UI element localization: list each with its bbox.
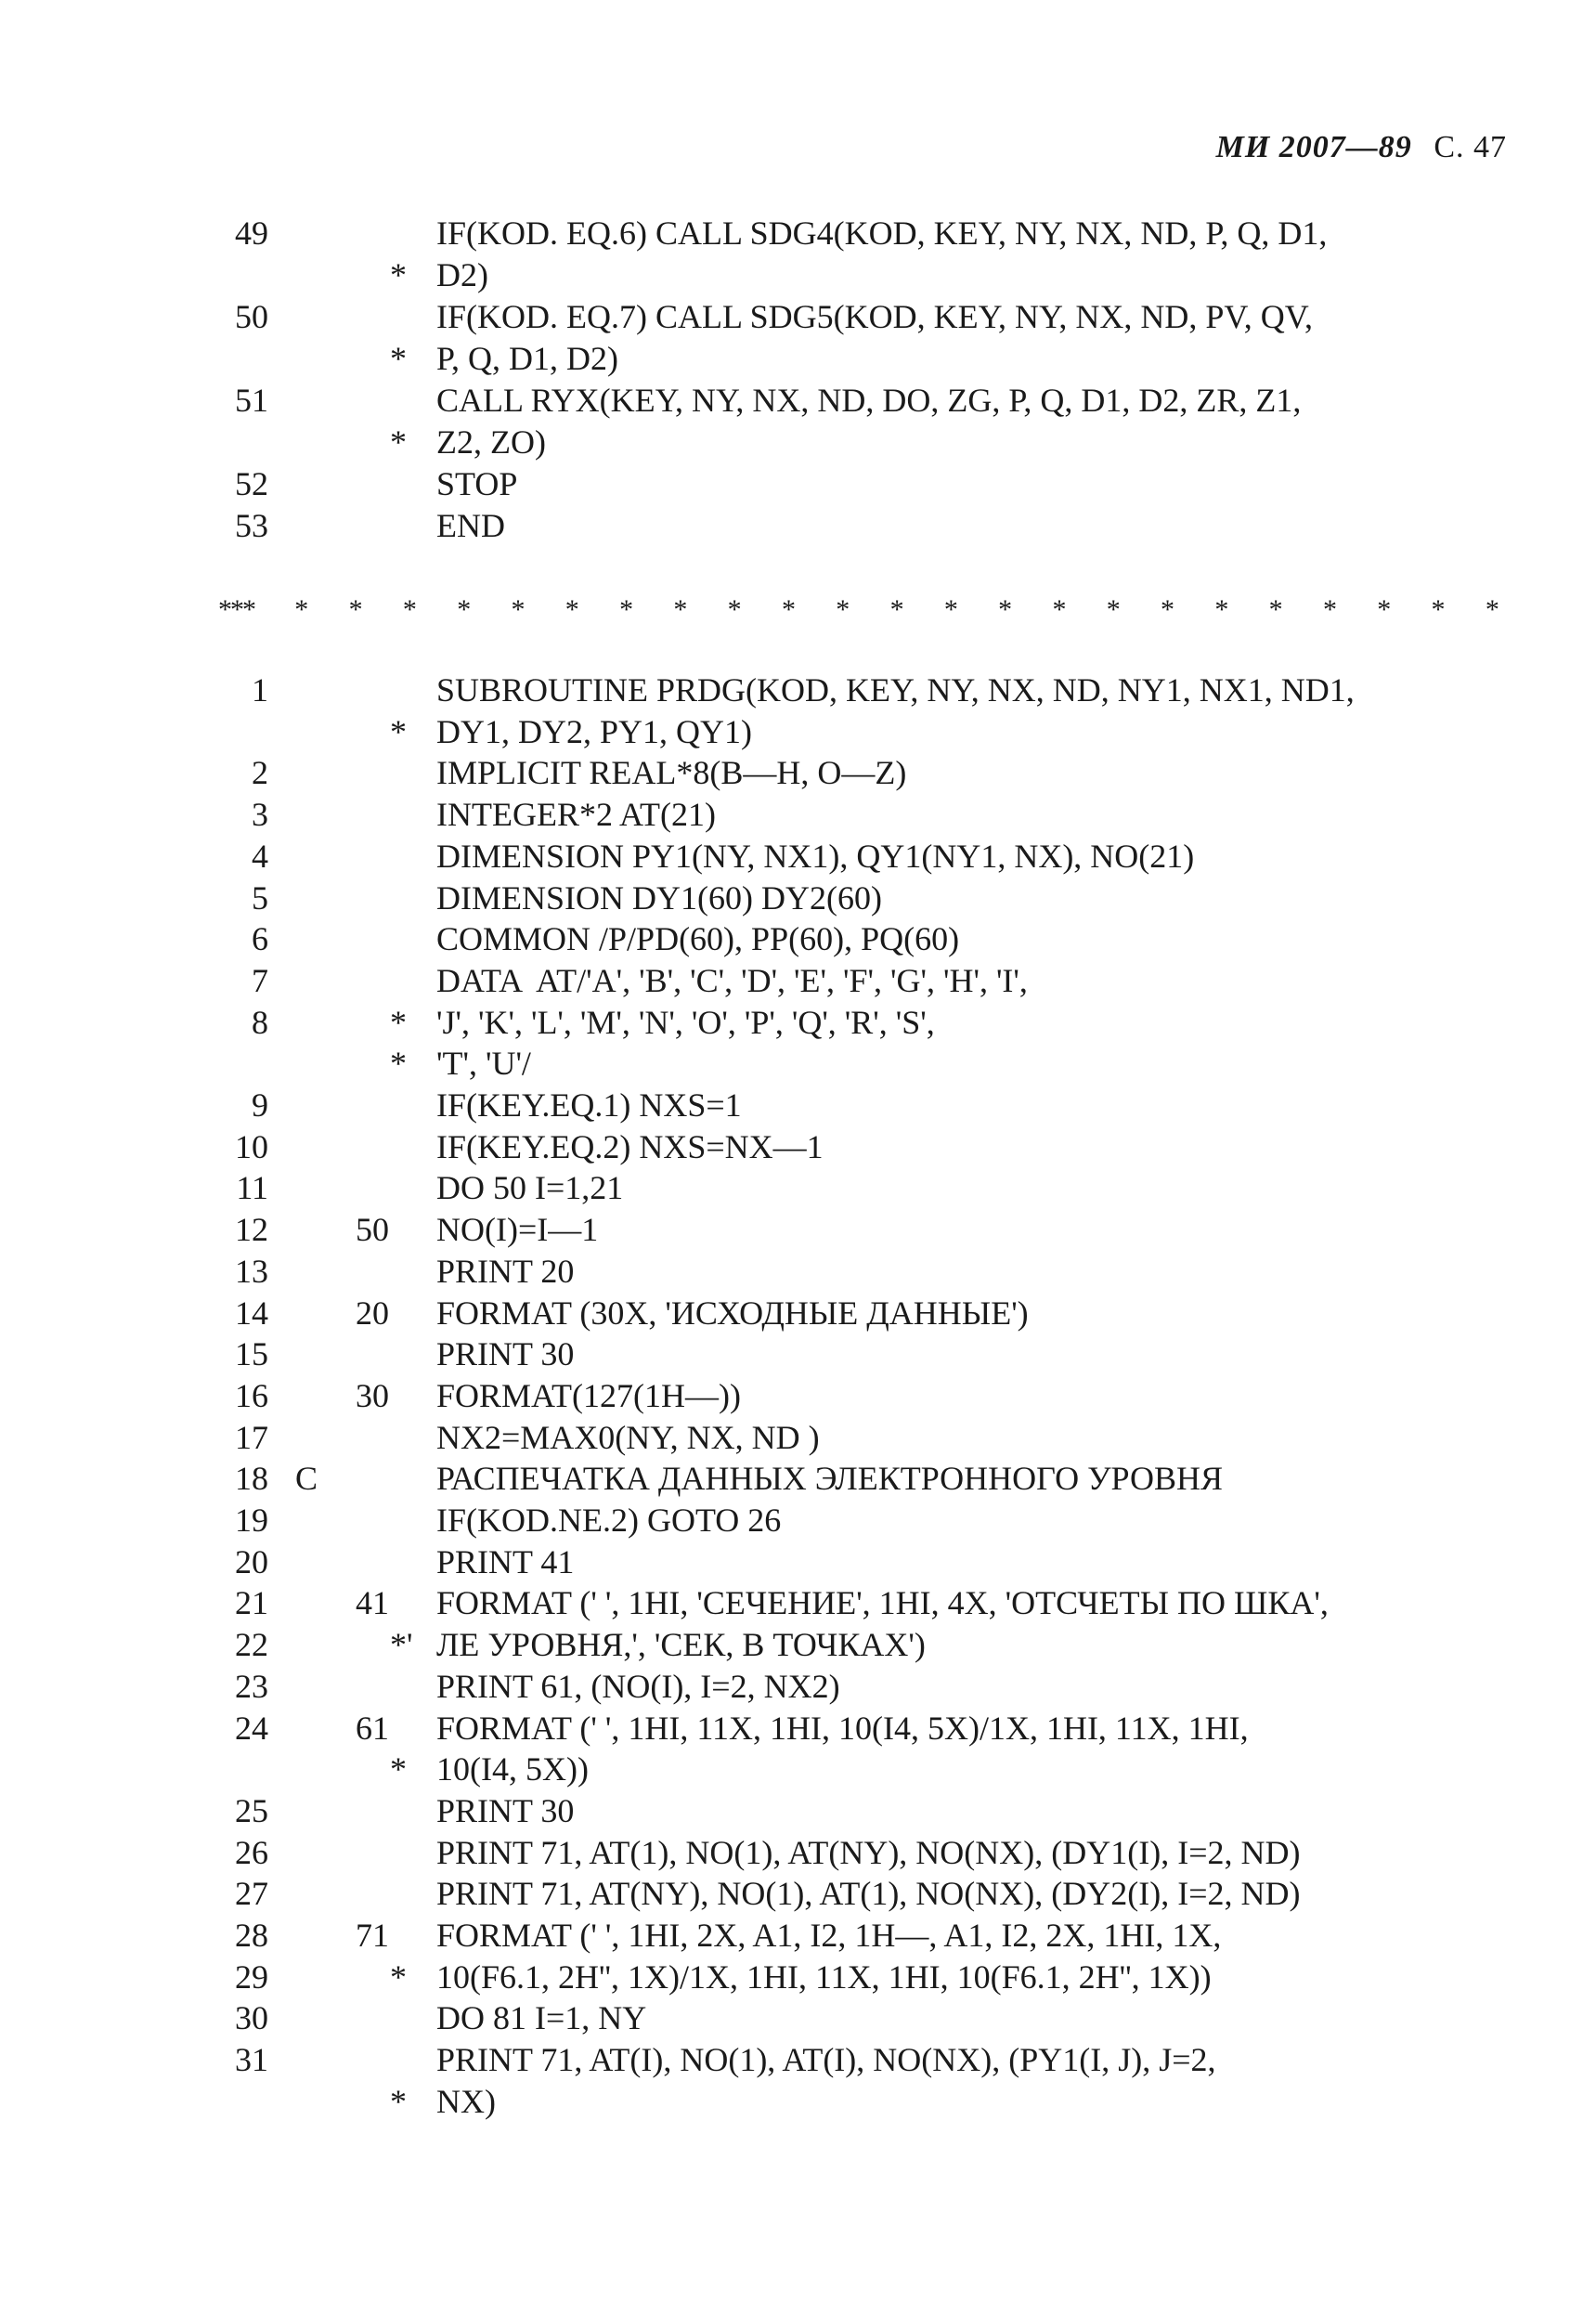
line-number: 8 xyxy=(252,1003,268,1041)
code-text: 10(F6.1, 2H'', 1X)/1X, 1HI, 11X, 1HI, 10(F6.1, 2H'', 1X)) xyxy=(436,1957,1212,1996)
separator-star: * xyxy=(1377,594,1392,625)
line-number: 31 xyxy=(235,2041,268,2079)
code-line xyxy=(0,337,1596,380)
code-text: END xyxy=(436,507,505,544)
code-text: IMPLICIT REAL*8(B—H, O—Z) xyxy=(436,754,907,792)
document-code: МИ 2007—89 xyxy=(1215,130,1412,164)
code-text: PRINT 30 xyxy=(436,1335,575,1373)
continuation-marker: * xyxy=(390,423,407,461)
code-text: DIMENSION DY1(60) DY2(60) xyxy=(436,878,882,917)
continuation-marker: * xyxy=(390,712,407,750)
code-text: PRINT 71, AT(NY), NO(1), AT(1), NO(NX), (DY2(I), I=2, ND) xyxy=(436,1875,1301,1913)
code-line xyxy=(0,710,1596,753)
code-text: IF(KOD. EQ.6) CALL SDG4(KOD, KEY, NY, NX, ND, P, Q, D1, xyxy=(436,215,1328,252)
code-text: FORMAT(127(1H—)) xyxy=(436,1376,741,1414)
code-text: FORMAT (' ', 1HI, 'СЕЧЕНИЕ', 1HI, 4X, 'ОТСЧЕТЫ ПО ШКА', xyxy=(436,1584,1329,1622)
line-number: 11 xyxy=(236,1169,268,1207)
code-text: FORMAT (' ', 1HI, 11X, 1HI, 10(I4, 5X)/1X, 1HI, 11X, 1HI, xyxy=(436,1709,1249,1747)
code-line xyxy=(0,1665,1596,1708)
code-line xyxy=(0,1125,1596,1168)
code-text: РАСПЕЧАТКА ДАННЫХ ЭЛЕКТРОННОГО УРОВНЯ xyxy=(436,1460,1224,1498)
separator-stars xyxy=(218,594,1499,626)
line-number: 17 xyxy=(235,1418,268,1456)
code-text: NO(I)=I—1 xyxy=(436,1211,599,1249)
separator-lead: *** xyxy=(218,594,254,625)
separator-star: * xyxy=(294,594,309,625)
code-text: FORMAT (' ', 1HI, 2X, A1, I2, 1H—, A1, I2, 2X, 1HI, 1X, xyxy=(436,1917,1222,1954)
code-text: DY1, DY2, PY1, QY1) xyxy=(436,712,752,750)
line-number: 1 xyxy=(252,671,268,709)
continuation-marker: * xyxy=(390,340,407,377)
code-text: P, Q, D1, D2) xyxy=(436,340,619,377)
line-number: 18 xyxy=(235,1460,268,1498)
line-number: 13 xyxy=(235,1252,268,1290)
line-number: 14 xyxy=(235,1294,268,1332)
code-text: 10(I4, 5X)) xyxy=(436,1750,589,1788)
code-line xyxy=(0,1001,1596,1044)
separator-star: * xyxy=(727,594,742,625)
code-line xyxy=(0,504,1596,547)
code-text: IF(KEY.EQ.2) NXS=NX—1 xyxy=(436,1127,824,1165)
code-line xyxy=(0,751,1596,794)
separator-star: * xyxy=(457,594,472,625)
separator-star: * xyxy=(1161,594,1175,625)
line-number: 23 xyxy=(235,1667,268,1705)
code-line xyxy=(0,1956,1596,1998)
code-text: DO 81 I=1, NY xyxy=(436,1999,647,2037)
separator-star: * xyxy=(836,594,850,625)
line-number: 3 xyxy=(252,796,268,834)
code-text: PRINT 71, AT(I), NO(1), AT(I), NO(NX), (PY1(I, J), J=2, xyxy=(436,2041,1216,2079)
separator-star: * xyxy=(511,594,526,625)
code-text: INTEGER*2 AT(21) xyxy=(436,796,716,834)
line-number: 7 xyxy=(252,961,268,999)
line-number: 22 xyxy=(235,1626,268,1664)
continuation-marker: * xyxy=(390,1045,407,1083)
code-line xyxy=(0,1996,1596,2039)
line-number: 21 xyxy=(235,1584,268,1622)
line-number: 19 xyxy=(235,1502,268,1539)
code-line xyxy=(0,254,1596,296)
code-text: IF(KOD.NE.2) GOTO 26 xyxy=(436,1502,782,1539)
line-number: 4 xyxy=(252,837,268,875)
separator-star: * xyxy=(619,594,634,625)
code-line xyxy=(0,1042,1596,1085)
continuation-marker: * xyxy=(390,1003,407,1041)
code-line xyxy=(0,1872,1596,1915)
code-text: STOP xyxy=(436,465,518,502)
code-line xyxy=(0,1499,1596,1541)
line-number: 50 xyxy=(235,298,268,335)
line-number: 30 xyxy=(235,1999,268,2037)
line-number: 26 xyxy=(235,1833,268,1871)
code-line xyxy=(0,835,1596,878)
line-number: 51 xyxy=(235,382,268,419)
code-line xyxy=(0,1914,1596,1957)
code-text: PRINT 71, AT(1), NO(1), AT(NY), NO(NX), (DY1(I), I=2, ND) xyxy=(436,1833,1301,1871)
line-number: 2 xyxy=(252,754,268,792)
separator-star: * xyxy=(1214,594,1229,625)
code-text: COMMON /P/PD(60), PP(60), PQ(60) xyxy=(436,920,960,958)
line-number: 24 xyxy=(235,1709,268,1747)
statement-label: 61 xyxy=(356,1709,389,1747)
page-number: С. 47 xyxy=(1434,130,1507,164)
code-line xyxy=(0,1707,1596,1749)
code-text: IF(KEY.EQ.1) NXS=1 xyxy=(436,1086,742,1124)
separator-star: * xyxy=(1268,594,1283,625)
code-line xyxy=(0,793,1596,836)
code-text: NX2=MAX0(NY, NX, ND ) xyxy=(436,1418,820,1456)
separator-star: * xyxy=(943,594,958,625)
line-number: 28 xyxy=(235,1917,268,1954)
code-line xyxy=(0,1166,1596,1209)
code-line xyxy=(0,462,1596,505)
line-number: 49 xyxy=(235,215,268,252)
line-number: 15 xyxy=(235,1335,268,1373)
code-line xyxy=(0,295,1596,338)
code-text: ЛЕ УРОВНЯ,', 'СЕК, В ТОЧКАХ') xyxy=(436,1626,926,1664)
code-text: PRINT 20 xyxy=(436,1252,575,1290)
code-line xyxy=(0,2038,1596,2081)
line-number: 6 xyxy=(252,920,268,958)
continuation-marker: * xyxy=(390,2082,407,2120)
code-line xyxy=(0,1250,1596,1293)
line-number: 27 xyxy=(235,1875,268,1913)
separator-star: * xyxy=(998,594,1013,625)
line-number: 52 xyxy=(235,465,268,502)
continuation-marker: * xyxy=(390,1957,407,1996)
code-line xyxy=(0,379,1596,422)
statement-label: 41 xyxy=(356,1584,389,1622)
separator-star: * xyxy=(1106,594,1121,625)
separator-star: * xyxy=(348,594,363,625)
statement-label: 20 xyxy=(356,1294,389,1332)
code-line xyxy=(0,1581,1596,1624)
code-text: FORMAT (30X, 'ИСХОДНЫЕ ДАННЫЕ') xyxy=(436,1294,1029,1332)
continuation-marker: *' xyxy=(390,1626,413,1664)
code-line xyxy=(0,917,1596,960)
code-text: Z2, ZO) xyxy=(436,423,546,461)
code-text: PRINT 61, (NO(I), I=2, NX2) xyxy=(436,1667,840,1705)
code-text: D2) xyxy=(436,256,488,293)
code-line xyxy=(0,1208,1596,1251)
code-line xyxy=(0,212,1596,254)
code-line xyxy=(0,959,1596,1002)
continuation-marker: * xyxy=(390,1750,407,1788)
continuation-marker: * xyxy=(390,256,407,293)
separator-star: * xyxy=(564,594,579,625)
line-number: 29 xyxy=(235,1957,268,1996)
code-line xyxy=(0,669,1596,711)
line-number: 53 xyxy=(235,507,268,544)
code-line xyxy=(0,1374,1596,1417)
code-text: 'J', 'K', 'L', 'M', 'N', 'O', 'P', 'Q', 'R', 'S', xyxy=(436,1003,935,1041)
separator-star: * xyxy=(1052,594,1067,625)
code-line xyxy=(0,1416,1596,1459)
code-line xyxy=(0,1541,1596,1583)
code-line xyxy=(0,877,1596,919)
code-text: IF(KOD. EQ.7) CALL SDG5(KOD, KEY, NY, NX, ND, PV, QV, xyxy=(436,298,1314,335)
line-number: 16 xyxy=(235,1376,268,1414)
line-number: 20 xyxy=(235,1542,268,1580)
code-line xyxy=(0,1831,1596,1874)
code-line xyxy=(0,1292,1596,1334)
separator-star: * xyxy=(1322,594,1337,625)
separator-star: * xyxy=(781,594,796,625)
statement-label: 50 xyxy=(356,1211,389,1249)
separator-star: * xyxy=(1485,594,1499,625)
separator-star: * xyxy=(673,594,688,625)
code-text: DIMENSION PY1(NY, NX1), QY1(NY1, NX), NO(21) xyxy=(436,837,1195,875)
code-line xyxy=(0,1457,1596,1500)
page-header xyxy=(1216,130,1507,165)
code-line xyxy=(0,1789,1596,1832)
line-number: 25 xyxy=(235,1791,268,1829)
code-text: 'T', 'U'/ xyxy=(436,1045,531,1083)
separator-star: * xyxy=(1431,594,1446,625)
comment-marker: C xyxy=(295,1460,318,1498)
code-text: PRINT 41 xyxy=(436,1542,575,1580)
line-number: 10 xyxy=(235,1127,268,1165)
line-number: 9 xyxy=(252,1086,268,1124)
code-line xyxy=(0,1748,1596,1790)
line-number: 12 xyxy=(235,1211,268,1249)
code-text: PRINT 30 xyxy=(436,1791,575,1829)
code-line xyxy=(0,1333,1596,1375)
code-line xyxy=(0,1084,1596,1126)
separator-star: * xyxy=(402,594,417,625)
statement-label: 71 xyxy=(356,1917,389,1954)
code-line xyxy=(0,421,1596,463)
code-text: CALL RYX(KEY, NY, NX, ND, DO, ZG, P, Q, D1, D2, ZR, Z1, xyxy=(436,382,1302,419)
code-line xyxy=(0,2080,1596,2123)
code-text: DATA AT/'A', 'B', 'C', 'D', 'E', 'F', 'G', 'H', 'I', xyxy=(436,961,1028,999)
code-text: NX) xyxy=(436,2082,496,2120)
line-number: 5 xyxy=(252,878,268,917)
code-text: SUBROUTINE PRDG(KOD, KEY, NY, NX, ND, NY1, NX1, ND1, xyxy=(436,671,1355,709)
code-line xyxy=(0,1623,1596,1666)
separator-star: * xyxy=(889,594,904,625)
code-text: DO 50 I=1,21 xyxy=(436,1169,624,1207)
statement-label: 30 xyxy=(356,1376,389,1414)
